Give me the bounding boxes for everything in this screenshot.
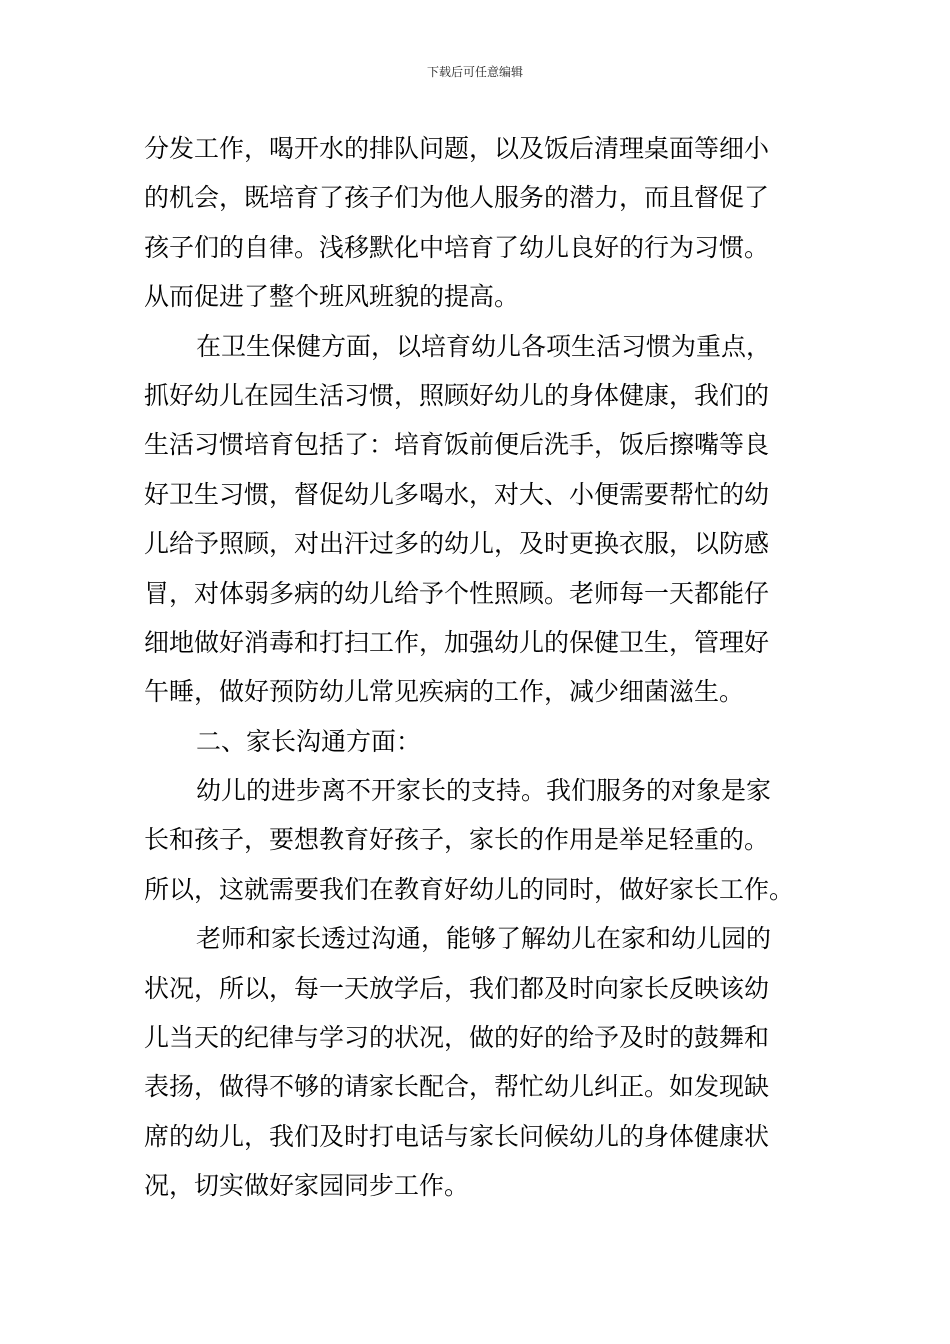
text-line-22: 况，切实做好家园同步工作。 bbox=[144, 1171, 470, 1201]
text-line-11: 细地做好消毒和打扫工作，加强幼儿的保健卫生，管理好 bbox=[144, 627, 770, 657]
text-line-3: 孩子们的自律。浅移默化中培育了幼儿良好的行为习惯。 bbox=[144, 232, 770, 262]
text-line-18: 状况，所以，每一天放学后，我们都及时向家长反映该幼 bbox=[144, 973, 770, 1003]
text-line-5: 在卫生保健方面，以培育幼儿各项生活习惯为重点， bbox=[196, 331, 772, 361]
section-heading: 二、家长沟通方面： bbox=[196, 726, 422, 756]
text-line-12: 午睡，做好预防幼儿常见疾病的工作，减少细菌滋生。 bbox=[144, 677, 745, 707]
text-line-10: 冒，对体弱多病的幼儿给予个性照顾。老师每一天都能仔 bbox=[144, 578, 770, 608]
text-line-1: 分发工作，喝开水的排队问题，以及饭后清理桌面等细小 bbox=[144, 134, 770, 163]
text-line-8: 好卫生习惯，督促幼儿多喝水，对大、小便需要帮忙的幼 bbox=[144, 479, 770, 509]
page-header: 下载后可任意编辑 bbox=[426, 65, 523, 79]
text-line-4: 从而促进了整个班风班貌的提高。 bbox=[144, 282, 520, 312]
text-line-21: 席的幼儿，我们及时打电话与家长问候幼儿的身体健康状 bbox=[144, 1121, 770, 1151]
document-body bbox=[144, 124, 808, 1211]
text-line-7: 生活习惯培育包括了：培育饭前便后洗手，饭后擦嘴等良 bbox=[144, 430, 770, 460]
text-line-14: 幼儿的进步离不开家长的支持。我们服务的对象是家 bbox=[196, 776, 772, 806]
text-line-19: 儿当天的纪律与学习的状况，做的好的给予及时的鼓舞和 bbox=[144, 1023, 770, 1053]
text-line-17: 老师和家长透过沟通，能够了解幼儿在家和幼儿园的 bbox=[196, 924, 772, 954]
text-line-15: 长和孩子，要想教育好孩子，家长的作用是举足轻重的。 bbox=[144, 825, 770, 855]
text-line-9: 儿给予照顾，对出汗过多的幼儿，及时更换衣服，以防感 bbox=[144, 529, 770, 559]
text-line-6: 抓好幼儿在园生活习惯，照顾好幼儿的身体健康，我们的 bbox=[144, 380, 770, 410]
text-line-20: 表扬，做得不够的请家长配合，帮忙幼儿纠正。如发现缺 bbox=[144, 1072, 770, 1102]
text-line-16: 所以，这就需要我们在教育好幼儿的同时，做好家长工作。 bbox=[144, 874, 795, 904]
text-line-2: 的机会，既培育了孩子们为他人服务的潜力，而且督促了 bbox=[144, 183, 770, 213]
